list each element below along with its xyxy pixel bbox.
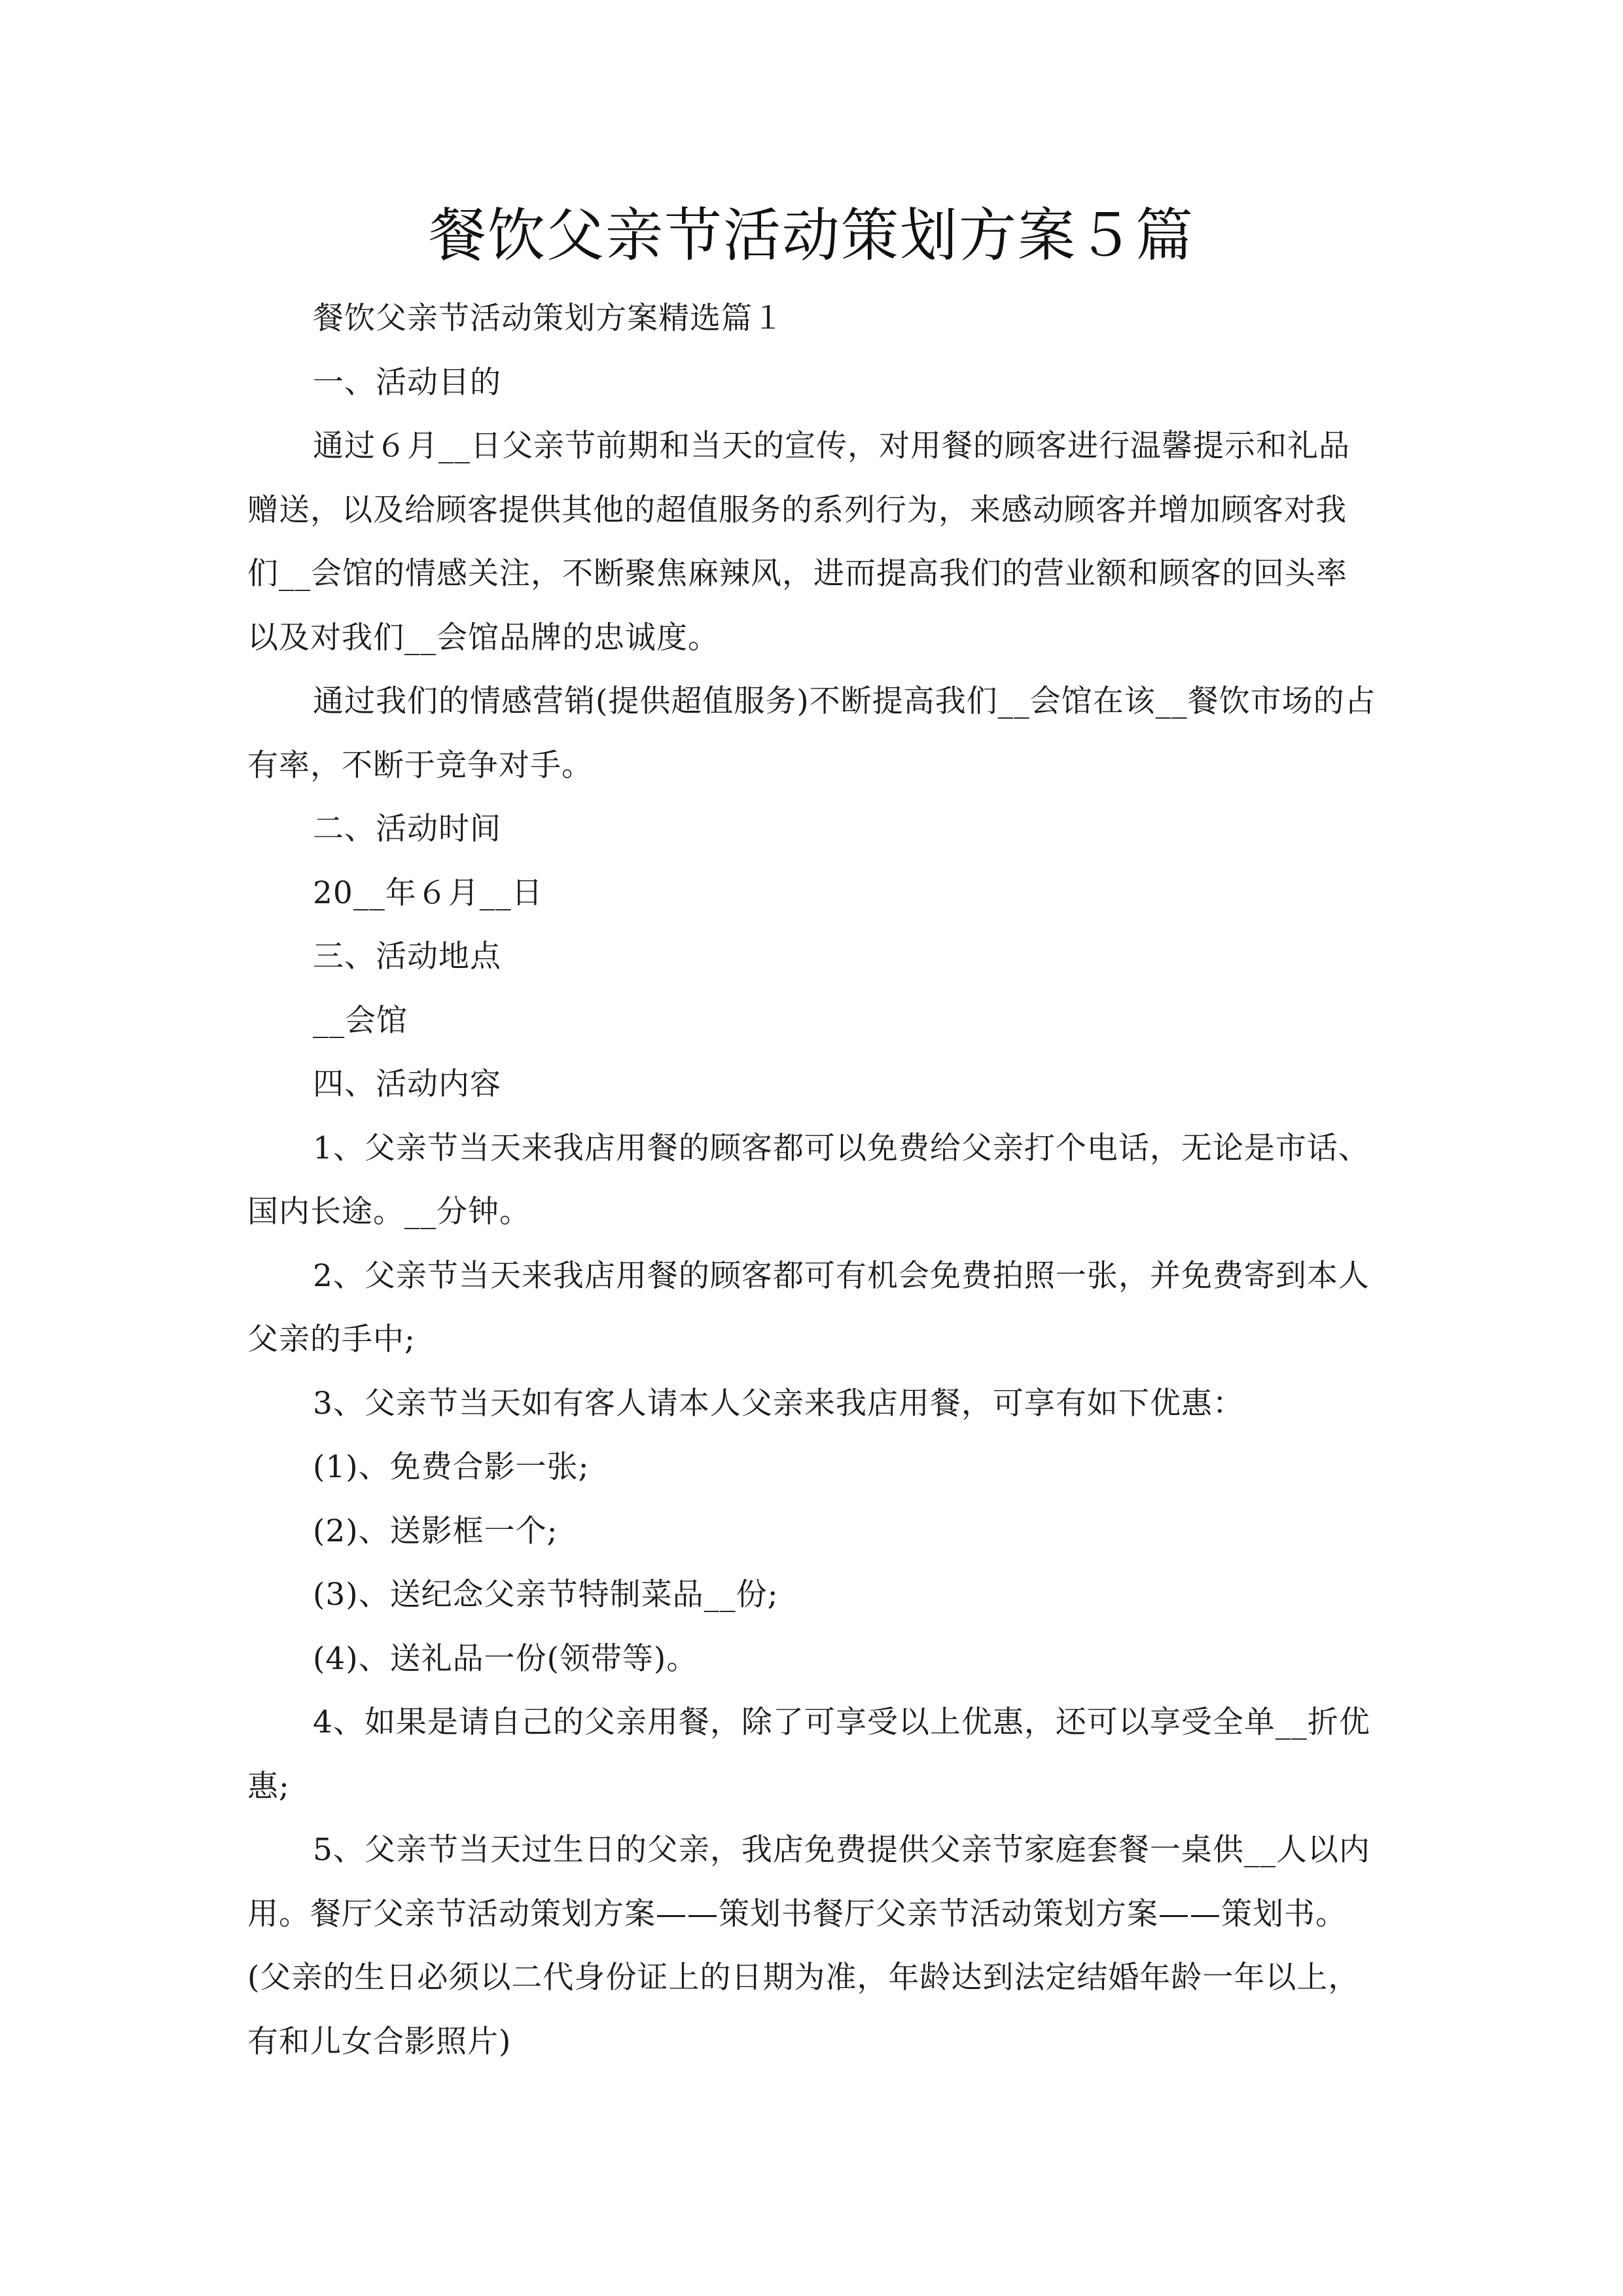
sub-list-item: (1)、免费合影一张;: [313, 1449, 590, 1485]
sub-list-item: (2)、送影框一个;: [313, 1513, 558, 1549]
list-item: 5、父亲节当天过生日的父亲，我店免费提供父亲节家庭套餐一桌供__人以内用。餐厅父亲节活动策划方案——策划书餐厅父亲节活动策划方案——策划书。(父亲的生日必须以二代身份证上的日期为准，年龄达到法定结婚年龄一年以上，有和儿女合影照片): [247, 1832, 1370, 2060]
paragraph: 通过我们的情感营销(提供超值服务)不断提高我们__会馆在该__餐饮市场的占有率，不断于竞争对手。: [247, 683, 1376, 783]
sub-list-item: (3)、送纪念父亲节特制菜品__份;: [313, 1577, 779, 1613]
document-body: [247, 287, 1377, 2073]
list-item: 2、父亲节当天来我店用餐的顾客都可有机会免费拍照一张，并免费寄到本人父亲的手中;: [247, 1257, 1370, 1357]
heading-time: 二、活动时间: [313, 811, 501, 847]
paragraph: 20__年６月__日: [313, 874, 543, 911]
paragraph: __会馆: [313, 1002, 408, 1039]
section-subtitle: 餐饮父亲节活动策划方案精选篇１: [313, 300, 784, 336]
heading-content: 四、活动内容: [313, 1066, 501, 1102]
list-item: 1、父亲节当天来我店用餐的顾客都可以免费给父亲打个电话，无论是市话、国内长途。__分钟。: [247, 1130, 1370, 1230]
document-title: 餐饮父亲节活动策划方案５篇: [428, 202, 1194, 269]
sub-list-item: (4)、送礼品一份(领带等)。: [313, 1640, 698, 1677]
heading-purpose: 一、活动目的: [313, 364, 501, 401]
list-item: 3、父亲节当天如有客人请本人父亲来我店用餐，可享有如下优惠：: [313, 1385, 1244, 1422]
list-item: 4、如果是请自己的父亲用餐，除了可享受以上优惠，还可以享受全单__折优惠;: [247, 1704, 1370, 1804]
heading-location: 三、活动地点: [313, 939, 501, 975]
paragraph: 通过６月__日父亲节前期和当天的宣传，对用餐的顾客进行温馨提示和礼品赠送，以及给顾客提供其他的超值服务的系列行为，来感动顾客并增加顾客对我们__会馆的情感关注，不断聚焦麻辣风，进而提高我们的营业额和顾客的回头率以及对我们__会馆品牌的忠诚度。: [247, 428, 1350, 656]
